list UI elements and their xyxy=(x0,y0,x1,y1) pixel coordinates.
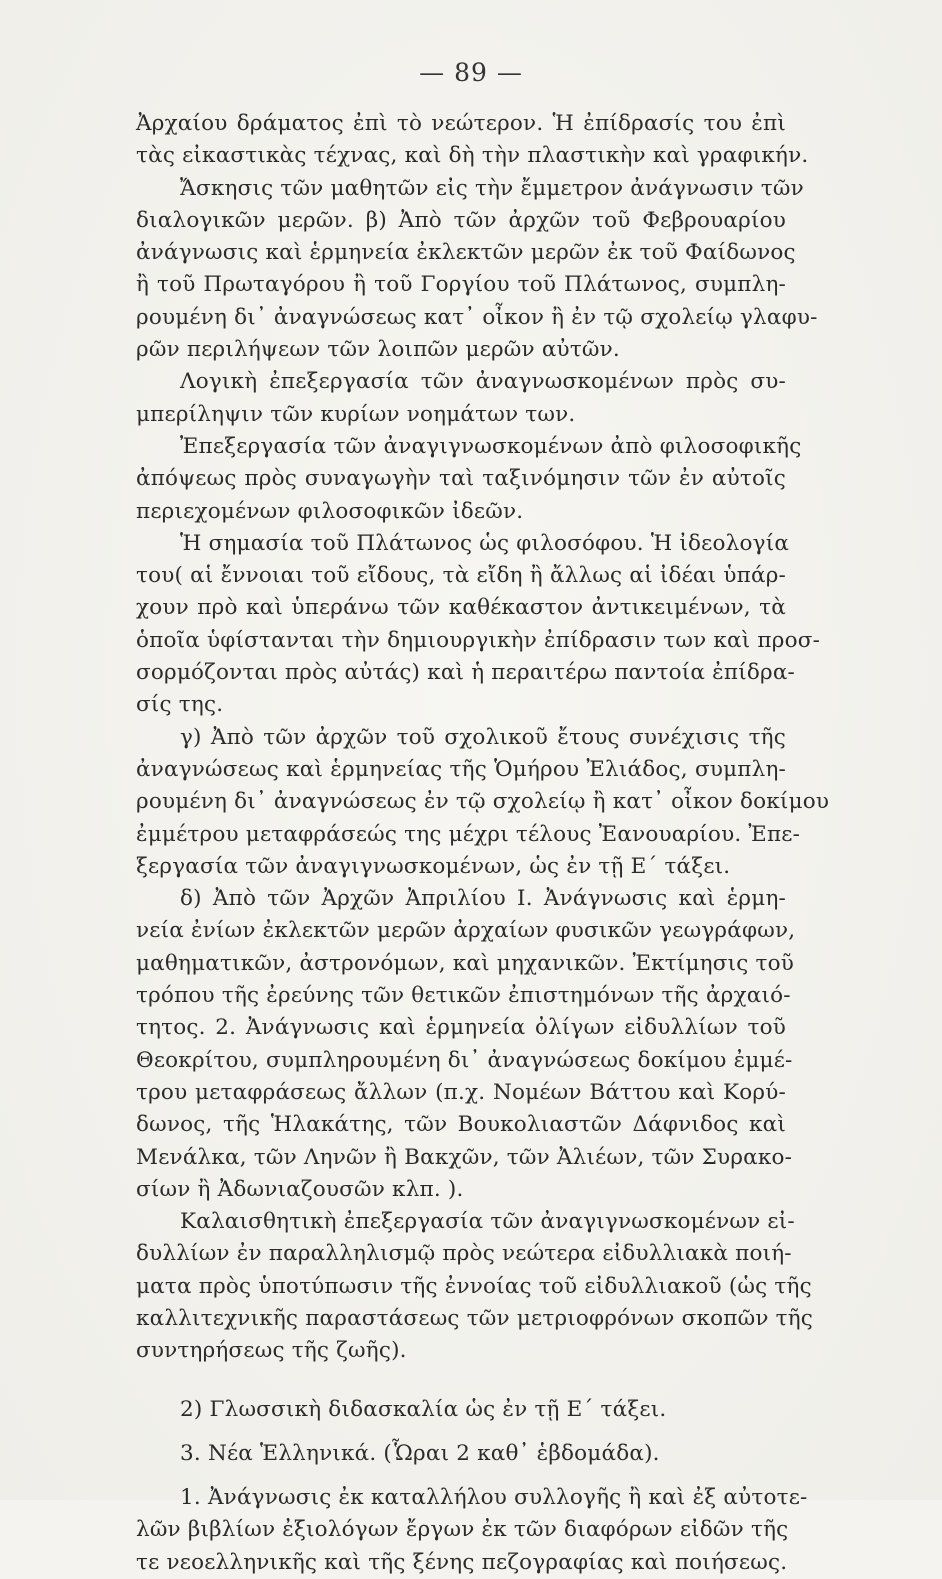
body-text xyxy=(136,108,830,1579)
text-line: ἀναγνώσεως καὶ ἑρμηνείας τῆς Ὁμήρου Ἐλιάδος, συμπλη- xyxy=(136,756,786,782)
text-line: Λογικὴ ἐπεξεργασία τῶν ἀναγνωσκομένων πρὸς συ- xyxy=(180,369,786,395)
text-line: ἀπόψεως πρὸς συναγωγὴν ταὶ ταξινόμησιν τῶν ἐν αὐτοῖς xyxy=(136,466,786,492)
text-line: καλλιτεχνικῆς παραστάσεως τῶν μετριοφρόνων σκοπῶν τῆς xyxy=(136,1305,814,1331)
text-line: Ἡ σημασία τοῦ Πλάτωνος ὡς φιλοσόφου. Ἡ ἰδεολογία xyxy=(180,530,790,556)
text-line: Ἀρχαίου δράματος ἐπὶ τὸ νεώτερον. Ἡ ἐπίδρασίς του ἐπὶ xyxy=(136,111,786,136)
text-line: χουν πρὸ καὶ ὑπεράνω τῶν καθέκαστον ἀντικειμένων, τὰ xyxy=(136,595,786,621)
text-line: τὰς εἰκαστικὰς τέχνας, καὶ δὴ τὴν πλαστικὴν καὶ γραφικήν. xyxy=(136,143,809,169)
text-line: Ἄσκησις τῶν μαθητῶν εἰς τὴν ἔμμετρον ἀνάγνωσιν τῶν xyxy=(180,175,804,201)
text-line: Μενάλκα, τῶν Ληνῶν ἢ Βακχῶν, τῶν Ἀλιέων, τῶν Συρακο- xyxy=(136,1144,793,1170)
text-line: ὁποῖα ὑφίστανται τὴν δημιουργικὴν ἐπίδρασιν των καὶ προσ- xyxy=(136,627,821,653)
section-gap xyxy=(136,1368,786,1394)
page-number: — 89 — xyxy=(419,58,523,87)
section-gap xyxy=(136,1426,786,1438)
text-line: τρου μεταφράσεως ἄλλων (π.χ. Νομέων Βάττου καὶ Κορύ- xyxy=(136,1079,786,1105)
section-heading: 3. Νέα Ἑλληνικά. (Ὧραι 2 καθ᾽ ἑβδομάδα). xyxy=(180,1440,660,1466)
text-line: Θεοκρίτου, συμπληρουμένη δι᾽ ἀναγνώσεως δοκίμου ἐμμέ- xyxy=(136,1047,793,1073)
text-line: σορμόζονται πρὸς αὐτάς) καὶ ἡ περαιτέρω παντοία ἐπίδρα- xyxy=(136,660,796,686)
text-line: διαλογικῶν μερῶν. β) Ἀπὸ τῶν ἀρχῶν τοῦ Φεβρουαρίου xyxy=(136,207,786,233)
text-line: 1. Ἀνάγνωσις ἐκ καταλλήλου συλλογῆς ἢ καὶ ἐξ αὐτοτε- xyxy=(180,1485,808,1511)
text-line: ξεργασία τῶν ἀναγιγνωσκομένων, ὡς ἐν τῇ Ε΄ τάξει. xyxy=(136,853,731,879)
text-line: νεία ἐνίων ἐκλεκτῶν μερῶν ἀρχαίων φυσικῶν γεωγράφων, xyxy=(136,918,796,944)
text-line: μαθηματικῶν, ἀστρονόμων, καὶ μηχανικῶν. Ἐκτίμησις τοῦ xyxy=(136,950,795,976)
text-line: ρουμένη δι᾽ ἀναγνώσεως κατ᾽ οἶκον ἢ ἐν τῷ σχολείῳ γλαφυ- xyxy=(136,304,818,330)
text-line: ρῶν περιλήψεων τῶν λοιπῶν μερῶν αὐτῶν. xyxy=(136,337,620,363)
text-line: δυλλίων ἐν παραλληλισμῷ πρὸς νεώτερα εἰδυλλιακὰ ποιή- xyxy=(136,1241,792,1267)
text-line: τρόπου τῆς ἐρεύνης τῶν θετικῶν ἐπιστημόνων τῆς ἀρχαιό- xyxy=(136,983,791,1009)
text-line: ἢ τοῦ Πρωταγόρου ἢ τοῦ Γοργίου τοῦ Πλάτωνος, συμπλη- xyxy=(136,272,786,298)
text-line: λῶν βιβλίων ἐξιολόγων ἔργων ἐκ τῶν διαφόρων εἰδῶν τῆς xyxy=(136,1517,789,1543)
text-line: ματα πρὸς ὑποτύπωσιν τῆς ἐννοίας τοῦ εἰδυλλιακοῦ (ὡς τῆς xyxy=(136,1273,812,1299)
text-line: Ἐπεξεργασία τῶν ἀναγιγνωσκομένων ἀπὸ φιλοσοφικῆς xyxy=(180,433,802,459)
text-line: σίς της. xyxy=(136,692,224,718)
text-line: ἀνάγνωσις καὶ ἑρμηνεία ἐκλεκτῶν μερῶν ἐκ τοῦ Φαίδωνος xyxy=(136,240,796,266)
text-line: τε νεοελληνικῆς καὶ τῆς ξένης πεζογραφίας καὶ ποιήσεως. xyxy=(136,1549,788,1575)
text-line: περιεχομένων φιλοσοφικῶν ἰδεῶν. xyxy=(136,498,524,524)
text-line: ἐμμέτρου μεταφράσεώς της μέχρι τέλους Ἐανουαρίου. Ἐπε- xyxy=(136,821,801,847)
text-line: Καλαισθητικὴ ἐπεξεργασία τῶν ἀναγιγνωσκομένων εἰ- xyxy=(180,1209,795,1235)
text-line: ρουμένη δι᾽ ἀναγνώσεως ἐν τῷ σχολείῳ ἢ κατ᾽ οἶκον δοκίμου xyxy=(136,789,830,815)
text-line: μπερίληψιν τῶν κυρίων νοημάτων των. xyxy=(136,401,576,427)
text-line: δ) Ἀπὸ τῶν Ἀρχῶν Ἀπριλίου Ι. Ἀνάγνωσις καὶ ἑρμη- xyxy=(180,886,786,912)
text-line: συντηρήσεως τῆς ζωῆς). xyxy=(136,1338,407,1364)
text-line: τητος. 2. Ἀνάγνωσις καὶ ἑρμηνεία ὀλίγων εἰδυλλίων τοῦ xyxy=(136,1015,786,1041)
text-line: δωνος, τῆς Ἡλακάτης, τῶν Βουκολιαστῶν Δάφνιδος καὶ xyxy=(136,1112,786,1138)
text-line: σίων ἢ Ἀδωνιαζουσῶν κλπ. ). xyxy=(136,1176,464,1202)
section-heading: 2) Γλωσσικὴ διδασκαλία ὡς ἐν τῇ Ε΄ τάξει. xyxy=(180,1396,667,1422)
text-line: γ) Ἀπὸ τῶν ἀρχῶν τοῦ σχολικοῦ ἔτους συνέχισις τῆς xyxy=(180,724,786,750)
section-gap xyxy=(136,1470,786,1482)
text-line: του( αἱ ἔννοιαι τοῦ εἴδους, τὰ εἴδη ἢ ἄλλως αἱ ἰδέαι ὑπάρ- xyxy=(136,563,786,589)
